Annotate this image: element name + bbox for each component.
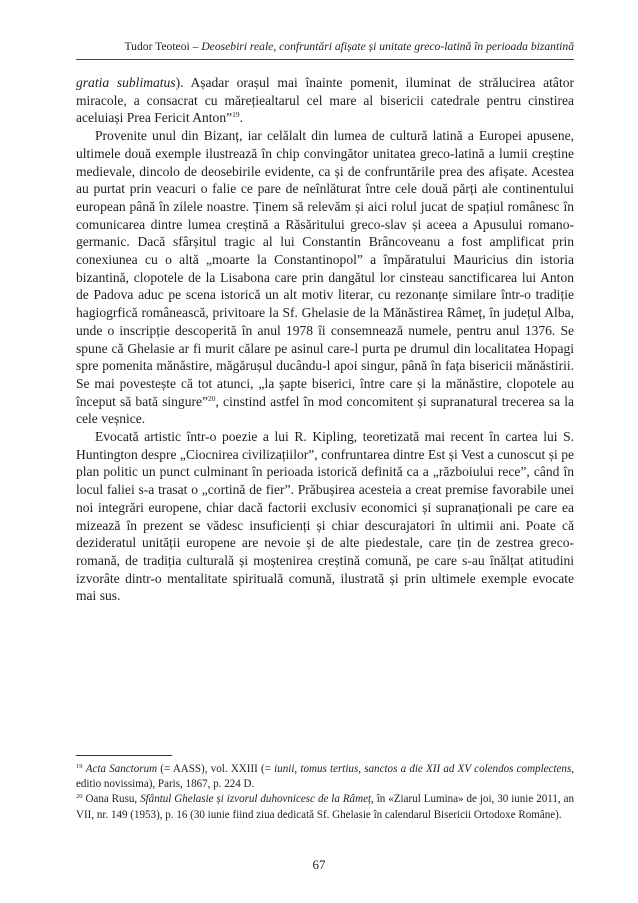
footnote-ref: 19: [232, 110, 240, 120]
italic-text: Sfântul Ghelasie și izvorul duhovnicesc de la Râmeț: [140, 793, 372, 806]
italic-text: iunii, tomus tertius, sanctos a die XII ad XV colendos complectens: [274, 763, 572, 775]
footnote: [76, 762, 574, 792]
footnote-number: 20: [76, 793, 83, 801]
paragraph: [76, 127, 574, 428]
italic-text: gratia sublimatus: [76, 75, 176, 90]
page-number: 67: [312, 857, 326, 872]
text-run: .: [239, 110, 244, 126]
header-title: Deosebiri reale, confruntări afișate și unitate greco-latină în perioada bizantină: [201, 40, 574, 53]
running-header: [64, 40, 574, 54]
header-rule: [76, 59, 574, 60]
footnote-ref: 20: [208, 393, 216, 403]
text-run: ). Așadar orașul mai înainte pomenit, iluminat de strălucirea atâtor miracole, a consacrat cu mărețiealtarul cel mare al bisericii catedrale pentru cinstirea aceluiași Prea Fericit Anton”: [76, 75, 574, 126]
footnotes: [76, 762, 574, 823]
italic-text: Acta Sanctorum: [85, 763, 158, 775]
text-run: Provenite unul din Bizanț, iar celălalt din lumea de cultură latină a Europei apusene, ultimele două exemple ilustrează în chip convingător unitatea greco-latină a lumii creștine medievale, dincolo de deosebirile evidente, ca și de confruntările prea des afișate. Acestea au purtat prin veacuri o falie ce pare de neînlăturat între cele două părți ale continentului european până în zilele noastre. Ținem să relevăm și aici rolul jucat de spațiul românesc în comunicarea dintre lumea creștină a Răsăritului greco-slav și aceea a Apusului romano-germanic. Dacă sfârșitul tragic al lui Constantin Brâncoveanu a fost amplificat prin conexiunea cu o altă „moarte la Constantinopol” a împăratului Mauricius din istoria bizantină, clopotele de la Lisabona care prin dangătul lor cinsteau sanctificarea lui Anton de Padova aduc pe scena istorică un alt motiv literar, cu rezonanțe similare într-o tradiție hagiogrfică românească, privitoare la Sf. Ghelasie de la Mănăstirea Râmeț, în județul Alba, unde o inscripție descoperită în anul 1978 îi consemnează numele, pentru anul 1376. Se spune că Ghelasie ar fi murit călare pe asinul care-l purta pe drumul din localitatea Hopagi spre pomenita mănăstire, măgărușul ducându-l apoi singur, până în fața bisericii mănăstirii. Se mai povestește că tot atunci, „la șapte biserici, între care și la mănăstire, clopotele au început să bată singure”: [76, 128, 574, 409]
paragraph: [76, 428, 574, 605]
text-run: , editio novissima), Paris, 1867, p. 224 D.: [76, 763, 575, 791]
header-author: Tudor Teoteoi –: [124, 40, 202, 53]
text-run: , cinstind astfel în mod concomitent și supranatural trecerea sa la cele veșnice.: [76, 393, 574, 427]
text-run: Evocată artistic într-o poezie a lui R. Kipling, teoretizată mai recent în cartea lui S. Huntington despre „Ciocnirea civilizațiilor”, confruntarea dintre Est și Vest a cunoscut și pe plan politic un punct culminant în perioada istorică definită ca a „războiului rece”, când în locul faliei s-a trasat o „cortină de fier”. Prăbușirea acesteia a creat premise favorabile unei noi integrări europene, chiar dacă factorii exclusiv economici și supranaționali pe care ea mizează în prezent se vădesc insuficienți și chiar descurajatori în ultimii ani. Poate că dezideratul unității europene are nevoie și de alte piedestale, care țin de zestrea greco-romană, de tradiția culturală și moștenirea creștină comună, pe care s-au înălțat atitudini izvorâte dintr-o mentalitate spirituală comună, ilustrată și prin ultimele exemple evocate mai sus.: [76, 429, 574, 604]
text-run: , în «Ziarul Lumina» de joi, 30 iunie 2011, an VII, nr. 149 (1953), p. 16 (30 iunie fiind ziua dedicată Sf. Ghelasie în calendarul Bisericii Ortodoxe Române).: [76, 793, 575, 821]
footnote-rule: [76, 755, 172, 756]
footnote: [76, 792, 574, 822]
text-run: (= AASS), vol. XXIII (=: [157, 763, 275, 775]
body-text: [76, 74, 574, 605]
paragraph: [76, 74, 574, 127]
text-run: Oana Rusu,: [85, 793, 141, 806]
footnote-number: 19: [76, 763, 83, 770]
